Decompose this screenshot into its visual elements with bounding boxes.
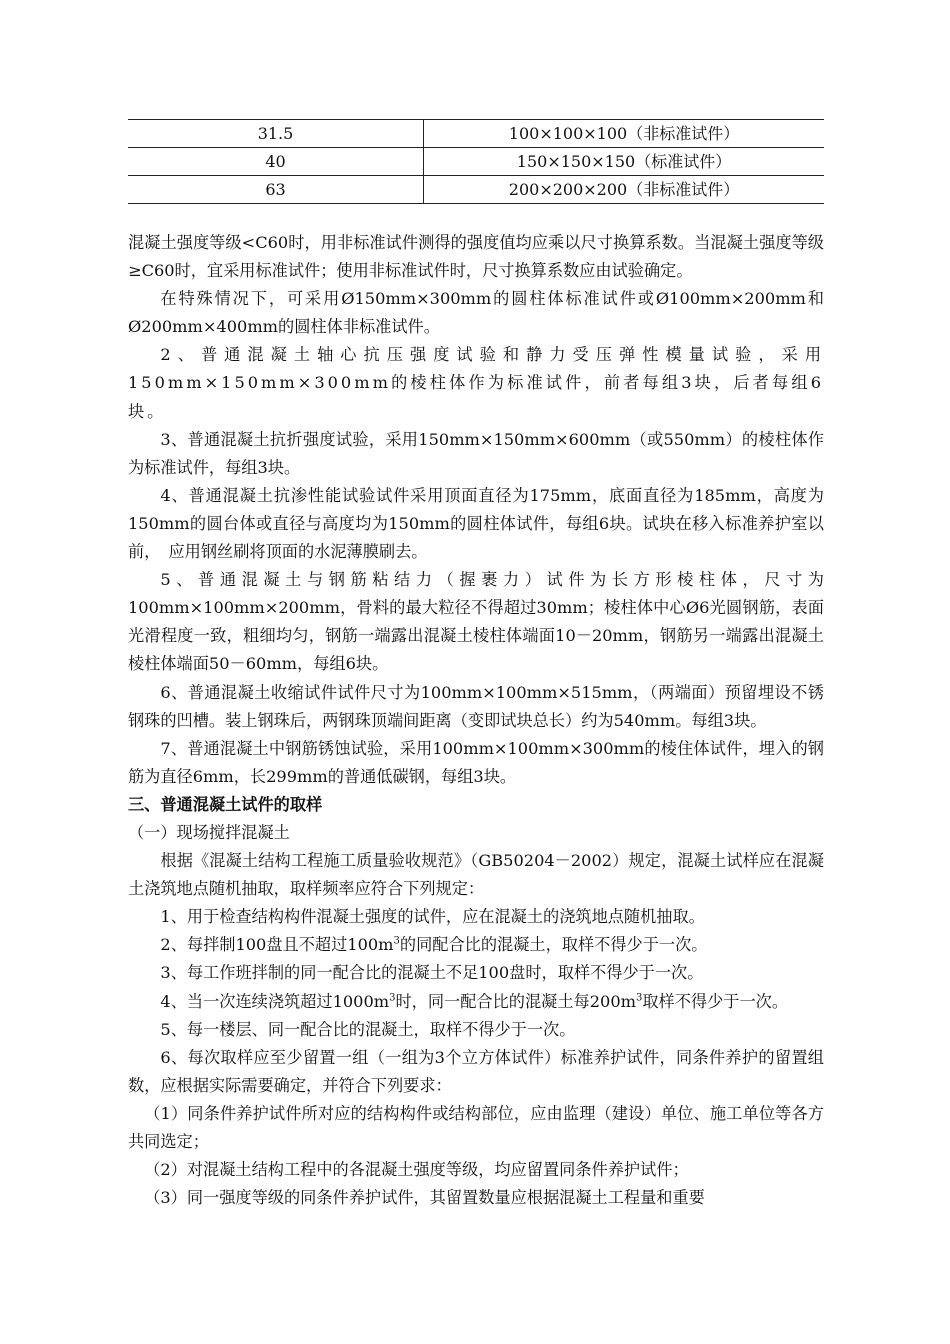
specimen-size-cell: 200×200×200（非标准试件）	[424, 176, 825, 204]
sub-list-item: （2）对混凝土结构工程中的各混凝土强度等级，均应留置同条件养护试件；	[144, 1160, 689, 1180]
aggregate-size-cell: 31.5	[128, 120, 424, 148]
paragraph-item-7: 7、普通混凝土中钢筋锈蚀试验，采用100mm×100mm×300mm的棱住体试件，埋入的钢筋为直径6mm，长299mm的普通低碳钢，每组3块。	[128, 738, 824, 786]
list-item	[128, 988, 824, 1016]
paragraph-item-6: 6、普通混凝土收缩试件试件尺寸为100mm×100mm×515mm，（两端面）预留埋设不锈钢珠的凹槽。装上钢珠后，两钢珠顶端间距离（变即试块总长）约为540mm。每组3块。	[128, 682, 824, 730]
aggregate-size-cell: 63	[128, 176, 424, 204]
list-item-text: 2、每拌制100盘且不超过100m	[160, 935, 394, 955]
table-row	[128, 176, 824, 204]
paragraph-item-3: 3、普通混凝土抗折强度试验，采用150mm×150mm×600mm（或550mm）的棱柱体作为标准试件，每组3块。	[128, 429, 824, 477]
list-item: 6、每次取样应至少留置一组（一组为3个立方体试件）标准养护试件，同条件养护的留置组数，应根据实际需要确定，并符合下列要求：	[128, 1047, 824, 1095]
list-item	[128, 931, 824, 959]
document-body	[128, 229, 824, 1212]
sub-list-item: （3）同一强度等级的同条件养护试件，其留置数量应根据混凝土工程量和重要	[144, 1188, 705, 1208]
specimen-size-table	[128, 119, 824, 204]
list-item: 5、每一楼层、同一配合比的混凝土，取样不得少于一次。	[160, 1019, 576, 1039]
superscript: 3	[389, 992, 396, 1004]
list-item: 3、每工作班拌制的同一配合比的混凝土不足100盘时，取样不得少于一次。	[160, 963, 704, 983]
list-item-text: 时，同一配合比的混凝土每200m	[395, 991, 636, 1011]
list-item: 1、用于检查结构构件混凝土强度的试件，应在混凝土的浇筑地点随机抽取。	[160, 907, 705, 927]
list-item-text: 4、当一次连续浇筑超过1000m	[160, 991, 390, 1011]
paragraph-cylinder-specimens: 在特殊情况下，可采用Ø150mm×300mm的圆柱体标准试件或Ø100mm×200mm和Ø200mm×400mm的圆柱体非标准试件。	[128, 289, 824, 337]
aggregate-size-cell: 40	[128, 148, 424, 176]
list-item-text: 取样不得少于一次。	[642, 991, 789, 1011]
specimen-size-cell: 100×100×100（非标准试件）	[424, 120, 825, 148]
table-row	[128, 120, 824, 148]
table-row	[128, 148, 824, 176]
subsection-heading: （一）现场搅拌混凝土	[128, 822, 290, 842]
paragraph-item-4: 4、普通混凝土抗渗性能试验试件采用顶面直径为175mm，底面直径为185mm，高度为150mm的圆台体或直径与高度均为150mm的圆柱体试件，每组6块。试块在移入标准养护室以前， 应用钢丝刷将顶面的水泥薄膜刷去。	[128, 485, 824, 562]
section-heading: 三、普通混凝土试件的取样	[128, 794, 323, 814]
paragraph-standard-reference: 根据《混凝土结构工程施工质量验收规范》（GB50204－2002）规定，混凝土试样应在混凝土浇筑地点随机抽取，取样频率应符合下列规定：	[128, 851, 824, 899]
specimen-size-cell: 150×150×150（标准试件）	[424, 148, 825, 176]
paragraph-item-5: 5、普通混凝土与钢筋粘结力（握裹力）试件为长方形棱柱体，尺寸为100mm×100mm×200mm，骨料的最大粒径不得超过30mm；棱柱体中心Ø6光圆钢筋，表面光滑程度一致，粗细均匀，钢筋一端露出混凝土棱柱体端面10－20mm，钢筋另一端露出混凝土棱柱体端面50－60mm，每组6块。	[128, 570, 824, 674]
list-item-text: 的同配合比的混凝土，取样不得少于一次。	[399, 935, 708, 955]
paragraph-item-2: 2、普通混凝土轴心抗压强度试验和静力受压弹性模量试验，采用150mm×150mm×300mm的棱柱体作为标准试件，前者每组3块，后者每组6块。	[128, 345, 824, 421]
superscript: 3	[636, 992, 643, 1004]
sub-list-item: （1）同条件养护试件所对应的结构构件或结构部位，应由监理（建设）单位、施工单位等各方共同选定；	[128, 1103, 824, 1151]
superscript: 3	[393, 935, 400, 947]
paragraph-size-conversion: 混凝土强度等级<C60时，用非标准试件测得的强度值均应乘以尺寸换算系数。当混凝土强度等级≥C60时，宜采用标准试件；使用非标准试件时，尺寸换算系数应由试验确定。	[128, 233, 824, 281]
